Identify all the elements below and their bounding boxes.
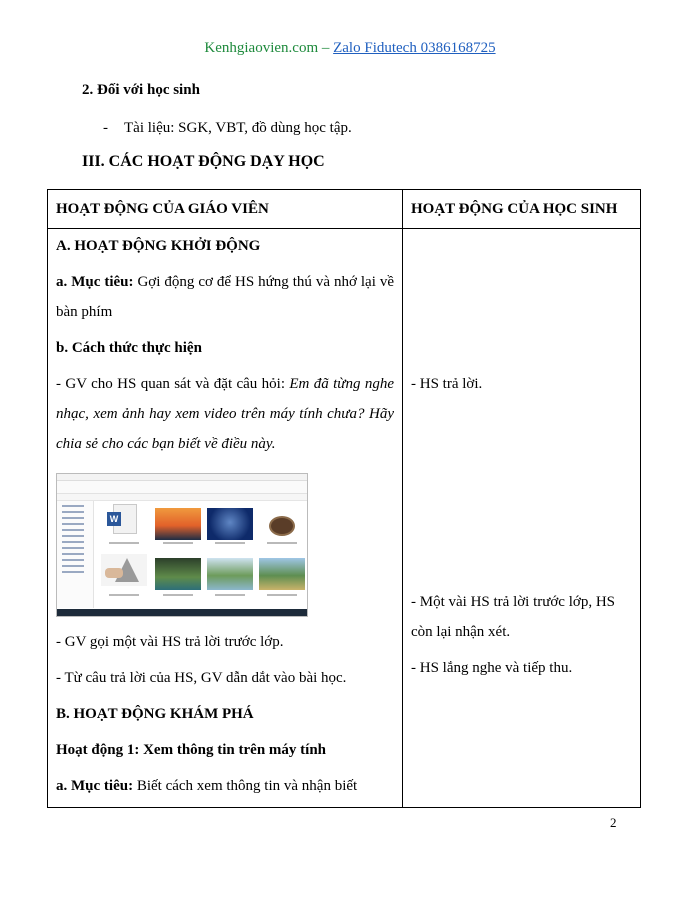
word-document-icon: W [101, 504, 147, 536]
triangle-instrument-photo [101, 554, 147, 586]
section2-dash: - [103, 120, 108, 136]
col-teacher-header: HOẠT ĐỘNG CỦA GIÁO VIÊN [48, 190, 403, 229]
explorer-address-bar [57, 494, 307, 501]
heading-kham-pha: B. HOẠT ĐỘNG KHÁM PHÁ [56, 706, 254, 722]
student-cell [403, 229, 641, 808]
blue-landscape-photo [207, 508, 253, 540]
heading-khoi-dong: A. HOẠT ĐỘNG KHỞI ĐỘNG [56, 238, 261, 254]
section2-title: 2. Đối với học sinh [82, 82, 200, 98]
header-zalo-link[interactable]: Zalo Fidutech 0386168725 [333, 40, 496, 56]
header-site: Kenhgiaovien.com [204, 40, 319, 56]
student-listen: - HS lắng nghe và tiếp thu. [411, 660, 573, 676]
page-header [0, 40, 700, 57]
teacher-cell [48, 229, 403, 808]
section3-title: III. CÁC HOẠT ĐỘNG DẠY HỌC [82, 153, 325, 170]
explorer-titlebar [57, 474, 307, 481]
student-some-answer: - Một vài HS trả lời trước lớp, HS còn lại nhận xét. [411, 594, 615, 640]
windows-taskbar [57, 609, 307, 616]
goal-activity-1-text: Biết cách xem thông tin và nhận biết [133, 778, 358, 794]
lead-in: - Từ câu trả lời của HS, GV dẫn dắt vào bài học. [56, 670, 347, 686]
table-header-row [48, 190, 641, 229]
question [56, 369, 394, 459]
castanet-photo [259, 508, 305, 540]
student-answer: - HS trả lời. [411, 376, 483, 392]
waterfall-photo [207, 558, 253, 590]
question-prefix: - GV cho HS quan sát và đặt câu hỏi: [56, 376, 290, 392]
call-students: - GV gọi một vài HS trả lời trước lớp. [56, 634, 284, 650]
table-body-row [48, 229, 641, 808]
header-separator: – [318, 40, 334, 56]
activity-1-title: Hoạt động 1: Xem thông tin trên máy tính [56, 742, 327, 758]
file-explorer-screenshot [56, 473, 308, 617]
goal-a [56, 267, 394, 327]
sunset-photo [155, 508, 201, 540]
goal-a-label: a. Mục tiêu: [56, 274, 134, 290]
col-student-header: HOẠT ĐỘNG CỦA HỌC SINH [403, 190, 641, 229]
explorer-sidebar [57, 501, 94, 608]
activity-table [47, 189, 641, 808]
goal-a-text: Gợi động cơ để HS hứng thú và nhớ lại về bàn phím [56, 274, 394, 320]
page-number: 2 [610, 815, 617, 830]
goal-activity-1-label: a. Mục tiêu: [56, 778, 134, 794]
section2-item: Tài liệu: SGK, VBT, đồ dùng học tập. [124, 120, 352, 136]
method-heading: b. Cách thức thực hiện [56, 340, 202, 356]
question-text: Em đã từng nghe nhạc, xem ảnh hay xem video trên máy tính chưa? Hãy chia sẻ cho các bạn biết về điều này. [56, 376, 394, 452]
goal-activity-1 [56, 771, 394, 801]
cave-photo [155, 558, 201, 590]
explorer-ribbon [57, 481, 307, 494]
mountain-field-photo [259, 558, 305, 590]
